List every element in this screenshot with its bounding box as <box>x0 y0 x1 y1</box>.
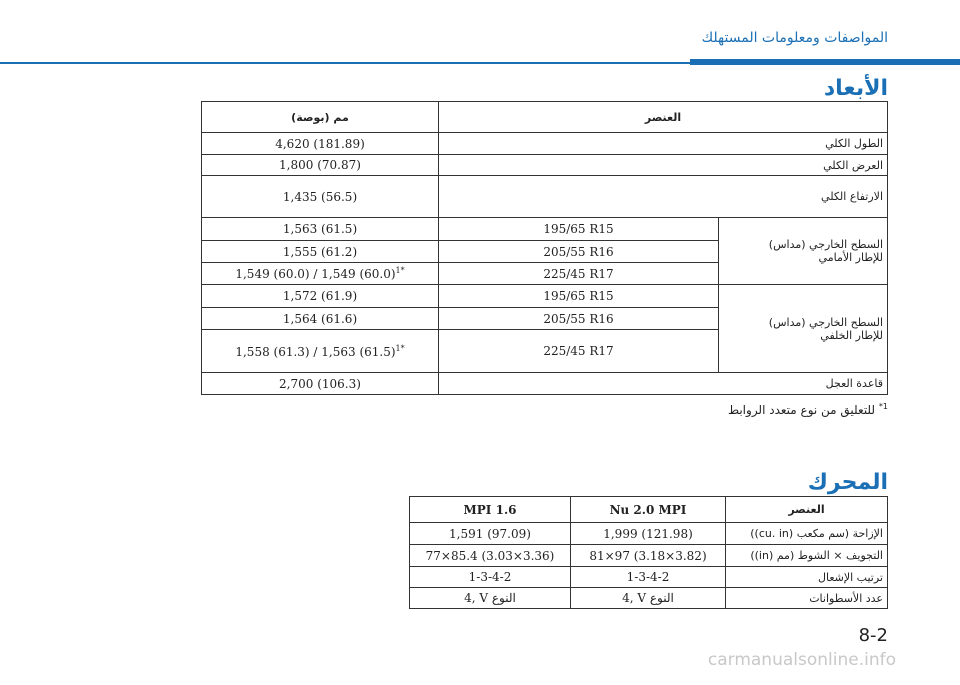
header-rule <box>0 62 690 64</box>
rear-tread-label <box>719 285 888 373</box>
front-tread-value: 1,555 (61.2) <box>202 241 439 263</box>
firing-order-label: ترتيب الإشعال <box>726 567 888 588</box>
displacement-nu: 1,999 (121.98) <box>571 523 726 545</box>
rear-tread-label-line-2: للإطار الخلفي <box>820 328 884 342</box>
width-value: 1,800 (70.87) <box>202 155 439 176</box>
wheelbase-label: قاعدة العجل <box>439 373 888 395</box>
engine-section-title: المحرك <box>807 470 888 495</box>
cylinders-nu: 4, V النوع <box>571 588 726 609</box>
front-tread-label <box>719 218 888 285</box>
engine-header-mpi: MPI 1.6 <box>410 497 571 523</box>
table-row <box>202 155 888 176</box>
height-value: 1,435 (56.5) <box>202 176 439 218</box>
length-value: 4,620 (181.89) <box>202 133 439 155</box>
dimensions-header-item: العنصر <box>439 102 888 133</box>
front-tire-size: 195/65 R15 <box>439 218 719 241</box>
engine-header-row <box>410 497 888 523</box>
footnote-marker: 1* <box>395 343 405 353</box>
rear-tread-label-line-1: السطح الخارجي (مداس) <box>768 315 884 329</box>
table-row <box>410 588 888 609</box>
front-tread-value: 1,549 (60.0) / 1,549 (60.0) <box>235 267 396 281</box>
rear-tire-size: 225/45 R17 <box>439 330 719 373</box>
firing-order-nu: 1-3-4-2 <box>571 567 726 588</box>
rear-tire-size: 205/55 R16 <box>439 308 719 330</box>
engine-header-nu: Nu 2.0 MPI <box>571 497 726 523</box>
table-row <box>202 373 888 395</box>
dimensions-header-value: مم (بوصة) <box>202 102 439 133</box>
rear-tread-value-cell <box>202 330 439 373</box>
displacement-label: الإزاحة (سم مكعب (cu. in)) <box>726 523 888 545</box>
height-label: الارتفاع الكلي <box>439 176 888 218</box>
header-rule-accent <box>690 59 960 65</box>
bore-stroke-nu: 81×97 (3.18×3.82) <box>571 545 726 567</box>
footnote-marker: 1* <box>395 266 405 275</box>
footnote-note-marker: 1* <box>878 402 888 411</box>
rear-tread-value: 1,572 (61.9) <box>202 285 439 308</box>
footnote <box>728 402 888 417</box>
table-row <box>202 133 888 155</box>
length-label: الطول الكلي <box>439 133 888 155</box>
page-number: 8-2 <box>858 625 888 646</box>
cylinders-mpi: 4, V النوع <box>410 588 571 609</box>
front-tread-label-line-2: للإطار الأمامي <box>818 251 884 264</box>
front-tread-value-cell <box>202 263 439 285</box>
rear-tread-value: 1,558 (61.3) / 1,563 (61.5) <box>235 344 396 359</box>
table-row <box>410 567 888 588</box>
table-row <box>410 545 888 567</box>
dimensions-header-row <box>202 102 888 133</box>
engine-header-item: العنصر <box>726 497 888 523</box>
engine-table <box>409 496 888 609</box>
front-tire-size: 225/45 R17 <box>439 263 719 285</box>
table-row <box>202 176 888 218</box>
watermark: carmanualsonline.info <box>707 650 896 670</box>
cylinders-label: عدد الأسطوانات <box>726 588 888 609</box>
width-label: العرض الكلي <box>439 155 888 176</box>
front-tread-label-line-1: السطح الخارجي (مداس) <box>768 238 884 251</box>
rear-tread-value: 1,564 (61.6) <box>202 308 439 330</box>
dimensions-table <box>201 101 888 395</box>
dimensions-section-title: الأبعاد <box>823 76 888 101</box>
displacement-mpi: 1,591 (97.09) <box>410 523 571 545</box>
table-row <box>202 218 888 241</box>
firing-order-mpi: 1-3-4-2 <box>410 567 571 588</box>
front-tire-size: 205/55 R16 <box>439 241 719 263</box>
footnote-text: للتعليق من نوع متعدد الروابط <box>727 403 876 417</box>
bore-stroke-label: التجويف × الشوط (مم (in)) <box>726 545 888 567</box>
wheelbase-value: 2,700 (106.3) <box>202 373 439 395</box>
rear-tire-size: 195/65 R15 <box>439 285 719 308</box>
header-title: المواصفات ومعلومات المستهلك <box>701 30 888 46</box>
table-row <box>202 285 888 308</box>
front-tread-value: 1,563 (61.5) <box>202 218 439 241</box>
table-row <box>410 523 888 545</box>
bore-stroke-mpi: 77×85.4 (3.03×3.36) <box>410 545 571 567</box>
